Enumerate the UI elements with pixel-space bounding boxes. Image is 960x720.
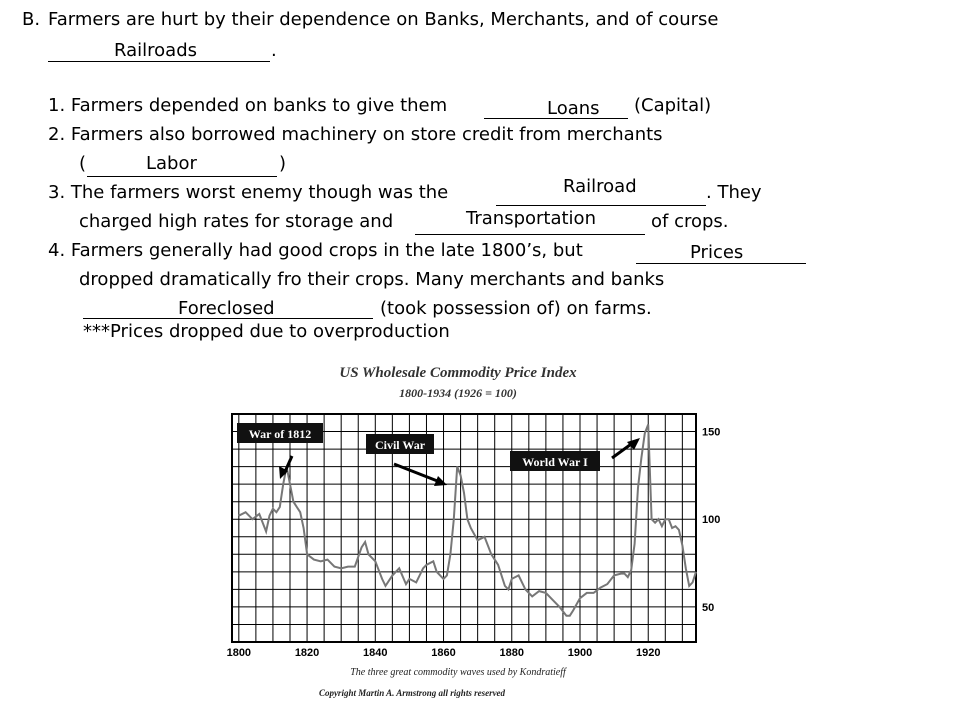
civil-war-label: Civil War	[374, 438, 426, 452]
item2-text: 2. Farmers also borrowed machinery on store credit from merchants	[48, 124, 663, 145]
item3-suffix: . They	[706, 182, 762, 203]
item4-answer: Prices	[690, 242, 744, 263]
x-tick-label: 1860	[431, 647, 456, 659]
item3b-suffix: of crops.	[651, 211, 729, 232]
item3b-text: charged high rates for storage and	[79, 211, 394, 232]
chart-copyright: Copyright Martin A. Armstrong all rights reserved	[318, 688, 506, 698]
item3-blank	[496, 205, 706, 206]
heading-end: .	[271, 40, 277, 61]
y-tick-label: 150	[702, 426, 721, 439]
chart-subtitle: 1800-1934 (1926 = 100)	[399, 386, 517, 400]
y-tick-label: 100	[702, 514, 721, 527]
x-tick-label: 1820	[294, 647, 320, 659]
item1-suffix: (Capital)	[634, 95, 712, 116]
item4-text: 4. Farmers generally had good crops in the late 1800’s, but	[48, 240, 583, 261]
item4c-answer: Foreclosed	[178, 298, 275, 319]
commodity-price-chart	[222, 358, 721, 708]
y-tick-labels	[702, 427, 720, 614]
item3b-blank	[415, 234, 645, 235]
overproduction-note: ***Prices dropped due to overproduction	[83, 321, 450, 342]
item3b-answer: Transportation	[466, 208, 596, 229]
item1-answer: Loans	[547, 98, 600, 119]
item2-open: (	[79, 153, 87, 174]
war-1812-label: War of 1812	[248, 427, 312, 441]
item2-close: )	[279, 153, 287, 174]
item1-text: 1. Farmers depended on banks to give them	[48, 95, 448, 116]
heading-text: Farmers are hurt by their dependence on Banks, Merchants, and of course	[48, 9, 719, 30]
wwi-arrowhead	[627, 438, 640, 450]
y-tick-label: 50	[702, 601, 715, 614]
x-tick-label: 1840	[363, 647, 388, 659]
x-tick-label: 1800	[226, 647, 252, 659]
item4c-suffix: (took possession of) on farms.	[380, 298, 652, 319]
x-tick-label: 1920	[635, 647, 661, 659]
section-letter: B.	[22, 9, 41, 30]
item3-text: 3. The farmers worst enemy though was the	[48, 182, 449, 203]
chart-caption: The three great commodity waves used by Kondratieff	[350, 667, 566, 678]
x-tick-labels	[227, 647, 661, 659]
x-tick-label: 1880	[499, 647, 525, 659]
item4b-text: dropped dramatically fro their crops. Many merchants and banks	[79, 269, 665, 290]
item3-answer: Railroad	[563, 176, 637, 197]
wwi-label: World War I	[522, 455, 588, 469]
heading-answer: Railroads	[114, 40, 197, 61]
item2-answer: Labor	[146, 153, 197, 174]
x-tick-label: 1900	[567, 647, 593, 659]
item2-blank	[87, 176, 277, 177]
chart-title: US Wholesale Commodity Price Index	[339, 365, 577, 381]
